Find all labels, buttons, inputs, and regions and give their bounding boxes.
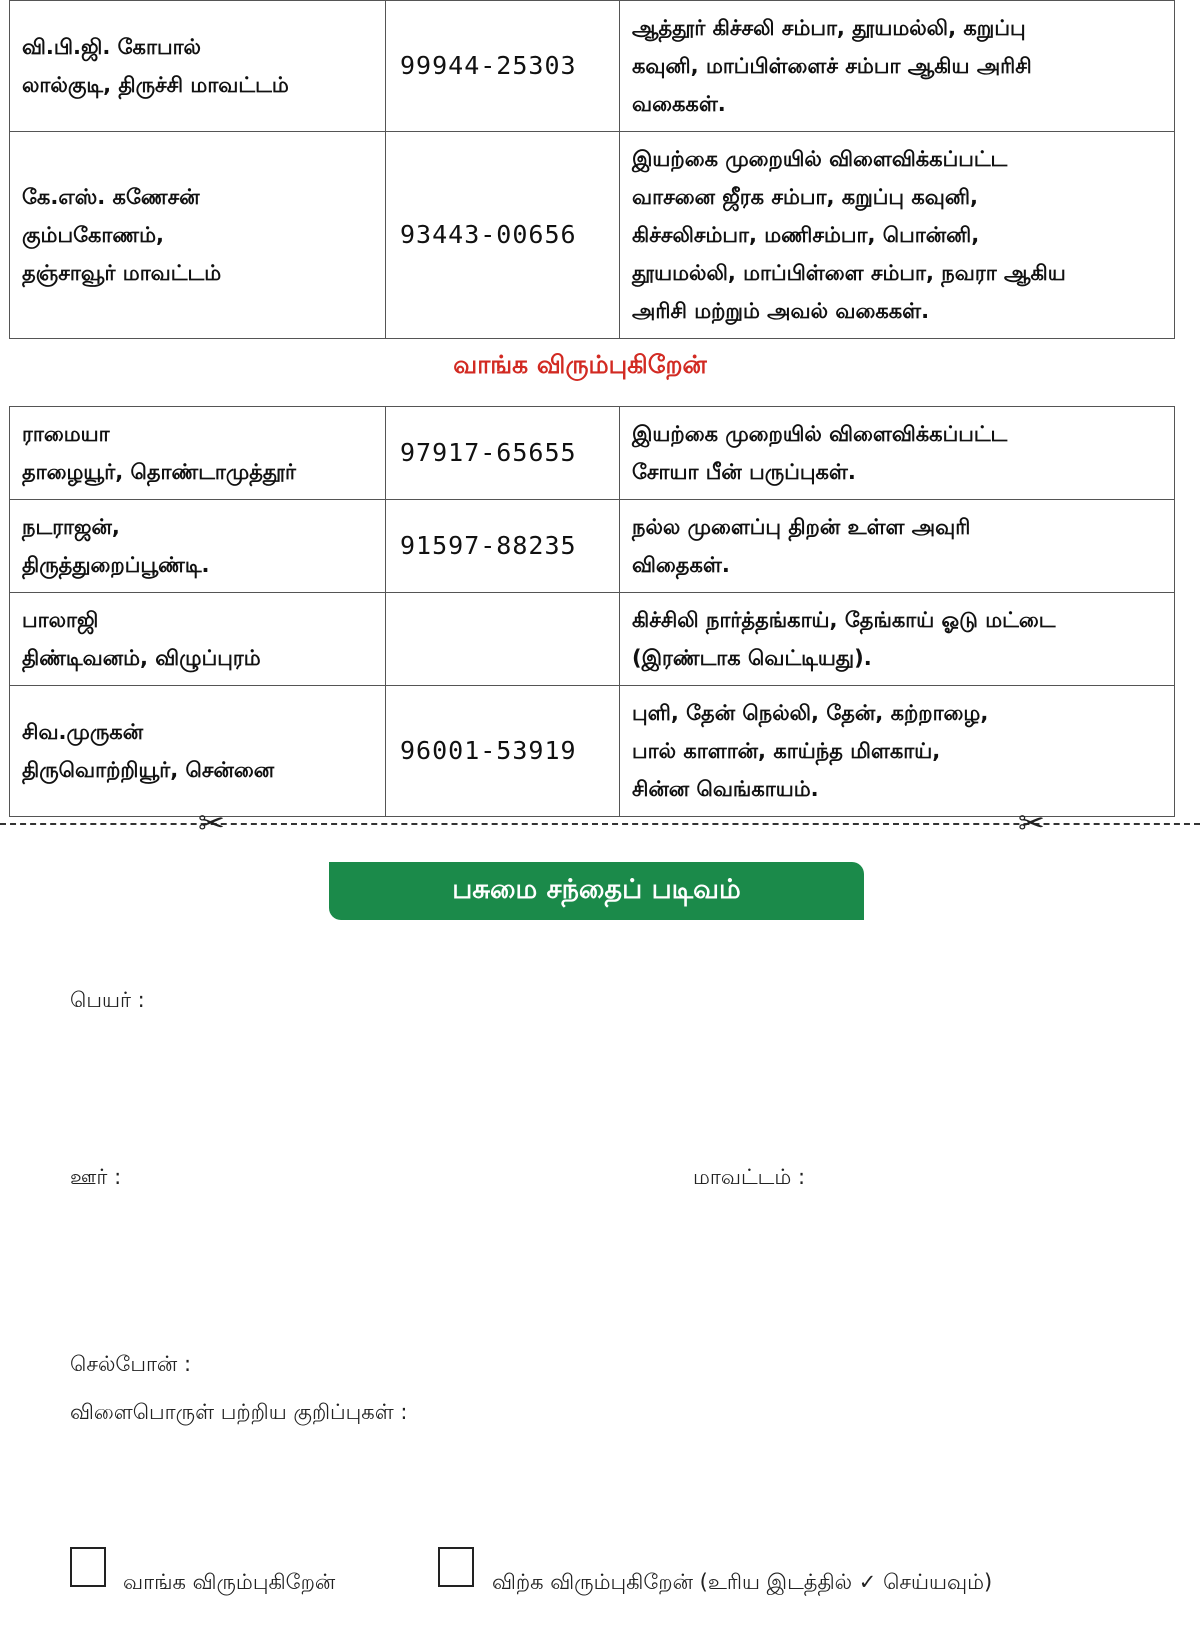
form-title-banner xyxy=(329,862,864,920)
table-row xyxy=(10,686,1175,817)
table-row xyxy=(10,407,1175,500)
table-row xyxy=(10,500,1175,593)
village-field-label: ஊர் : xyxy=(70,1165,122,1189)
buyer-products: நல்ல முளைப்பு திறன் உள்ள அவுரி விதைகள். xyxy=(620,500,1175,593)
seller-phone: 93443-00656 xyxy=(386,132,620,339)
cellphone-field-label: செல்போன் : xyxy=(70,1352,192,1376)
buyer-products: புளி, தேன் நெல்லி, தேன், கற்றாழை, பால் காளான், காய்ந்த மிளகாய், சின்ன வெங்காயம். xyxy=(620,686,1175,817)
buyer-name: ராமையா தாழையூர், தொண்டாமுத்தூர் xyxy=(10,407,386,500)
buyer-phone: 97917-65655 xyxy=(386,407,620,500)
buyer-phone xyxy=(386,593,620,686)
buyer-phone: 91597-88235 xyxy=(386,500,620,593)
seller-products: ஆத்தூர் கிச்சலி சம்பா, தூயமல்லி, கறுப்பு கவுனி, மாப்பிள்ளைச் சம்பா ஆகிய அரிசி வகைகள். xyxy=(620,1,1175,132)
buyers-table xyxy=(9,406,1175,817)
buyer-products: இயற்கை முறையில் விளைவிக்கப்பட்ட சோயா பீன் பருப்புகள். xyxy=(620,407,1175,500)
sell-checkbox[interactable] xyxy=(438,1547,474,1587)
seller-products: இயற்கை முறையில் விளைவிக்கப்பட்ட வாசனை ஜீரக சம்பா, கறுப்பு கவுனி, கிச்சலிசம்பா, மணிசம்பா, பொன்னி, தூயமல்லி, மாப்பிள்ளை சம்பா, நவரா ஆகிய அரிசி மற்றும் அவல் வகைகள். xyxy=(620,132,1175,339)
scissors-icon: ✂ xyxy=(198,804,225,842)
table-row xyxy=(10,1,1175,132)
name-field-label: பெயர் : xyxy=(70,988,145,1012)
buyer-products: கிச்சிலி நார்த்தங்காய், தேங்காய் ஓடு மட்டை (இரண்டாக வெட்டியது). xyxy=(620,593,1175,686)
product-notes-label: விளைபொருள் பற்றிய குறிப்புகள் : xyxy=(70,1400,408,1424)
seller-name: கே.எஸ். கணேசன் கும்பகோணம், தஞ்சாவூர் மாவட்டம் xyxy=(10,132,386,339)
table-row xyxy=(10,593,1175,686)
buy-option-label: வாங்க விரும்புகிறேன் xyxy=(123,1570,336,1594)
table-row xyxy=(10,132,1175,339)
seller-name: வி.பி.ஜி. கோபால் லால்குடி, திருச்சி மாவட்டம் xyxy=(10,1,386,132)
form-title: பசுமை சந்தைப் படிவம் xyxy=(452,873,741,905)
buyer-name: பாலாஜி திண்டிவனம், விழுப்புரம் xyxy=(10,593,386,686)
buyer-name: சிவ.முருகன் திருவொற்றியூர், சென்னை xyxy=(10,686,386,817)
buy-section-title: வாங்க விரும்புகிறேன் xyxy=(453,350,707,379)
buyer-name: நடராஜன், திருத்துறைப்பூண்டி. xyxy=(10,500,386,593)
seller-phone: 99944-25303 xyxy=(386,1,620,132)
sellers-table xyxy=(9,0,1175,339)
buyer-phone: 96001-53919 xyxy=(386,686,620,817)
district-field-label: மாவட்டம் : xyxy=(693,1165,806,1189)
sell-option-label: விற்க விரும்புகிறேன் (உரிய இடத்தில் ✓ செய்யவும்) xyxy=(492,1570,993,1594)
buy-checkbox[interactable] xyxy=(70,1547,106,1587)
scissors-icon: ✂ xyxy=(1018,804,1045,842)
